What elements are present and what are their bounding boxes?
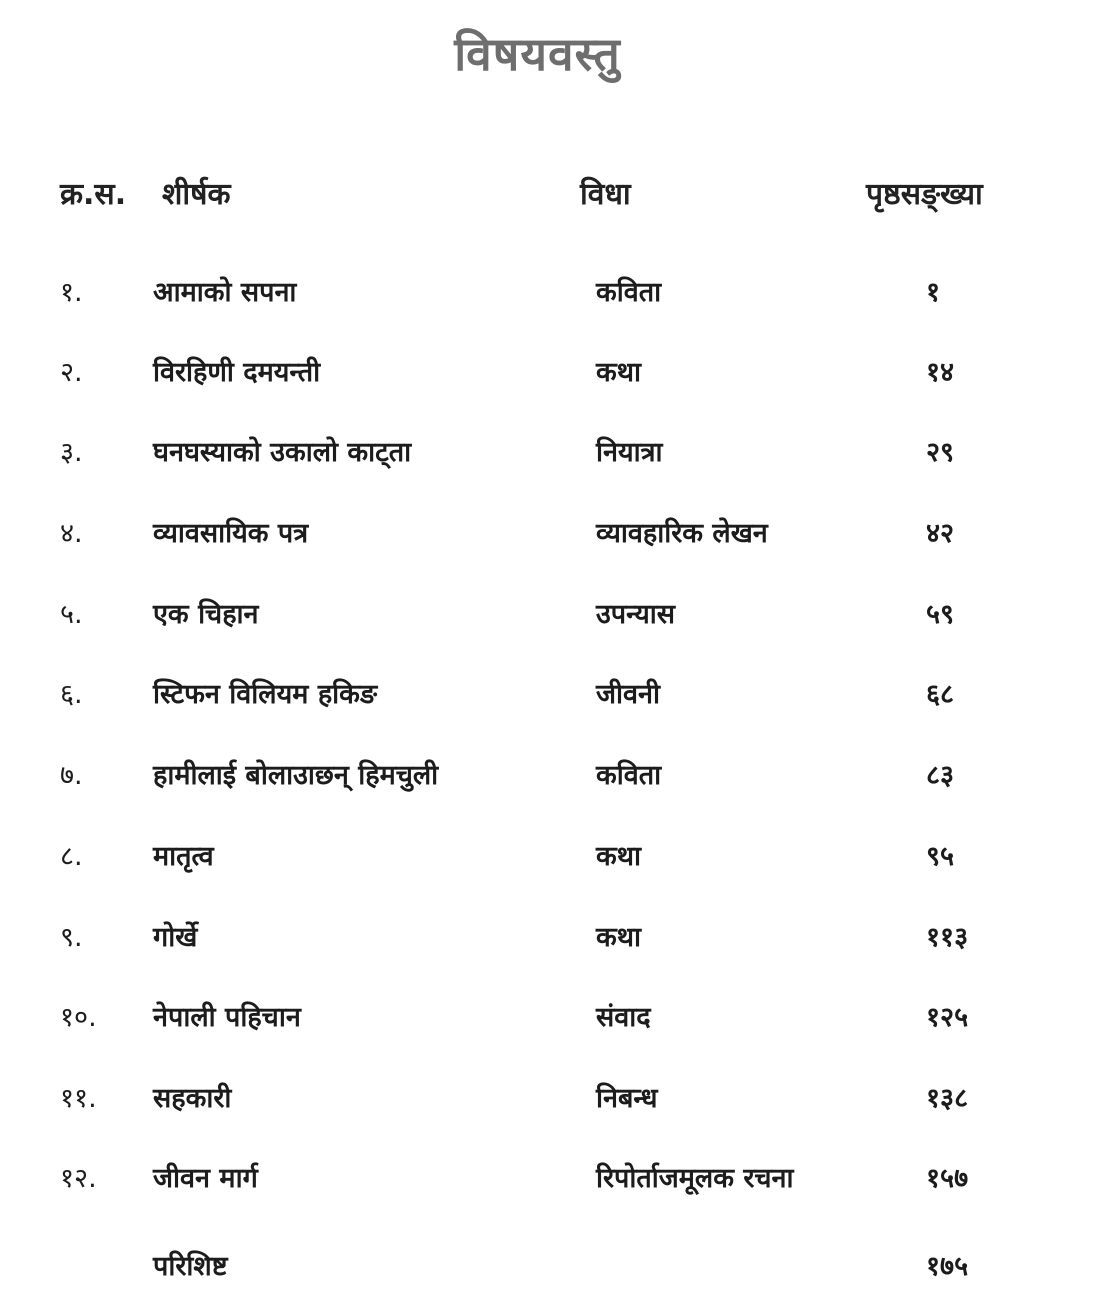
row-genre: कविता bbox=[596, 760, 662, 791]
header-genre: विधा bbox=[580, 177, 631, 212]
table-row bbox=[0, 432, 1095, 472]
row-page: १ bbox=[926, 277, 941, 308]
row-page: ८३ bbox=[926, 760, 955, 791]
row-title: हामीलाई बोलाउाछन् हिमचुली bbox=[153, 760, 439, 791]
row-title: मातृत्व bbox=[153, 841, 214, 872]
row-page: १७५ bbox=[926, 1251, 969, 1282]
row-page: १५७ bbox=[926, 1163, 969, 1194]
row-genre: कविता bbox=[596, 277, 662, 308]
row-title: घनघस्याको उकालो काट्ता bbox=[153, 437, 412, 468]
row-genre: कथा bbox=[596, 357, 641, 388]
row-number: ११. bbox=[60, 1083, 97, 1114]
row-genre: रिपोर्ताजमूलक रचना bbox=[596, 1163, 794, 1194]
table-row bbox=[0, 917, 1095, 957]
row-title: स्टिफन विलियम हकिङ bbox=[153, 679, 378, 710]
table-row bbox=[0, 1158, 1095, 1198]
row-title: आमाको सपना bbox=[153, 277, 297, 308]
table-row bbox=[0, 674, 1095, 714]
table-row bbox=[0, 755, 1095, 795]
table-row bbox=[0, 1246, 1095, 1286]
row-title: गोर्खे bbox=[153, 922, 198, 953]
row-genre: संवाद bbox=[596, 1002, 651, 1033]
table-row bbox=[0, 352, 1095, 392]
table-row bbox=[0, 997, 1095, 1037]
header-title: शीर्षक bbox=[162, 177, 231, 212]
row-title: जीवन मार्ग bbox=[153, 1163, 258, 1194]
row-genre: कथा bbox=[596, 841, 641, 872]
row-number: ५. bbox=[60, 599, 83, 630]
row-title: विरहिणी दमयन्ती bbox=[153, 357, 321, 388]
row-number: ६. bbox=[60, 679, 83, 710]
row-number: १०. bbox=[60, 1002, 97, 1033]
row-genre: जीवनी bbox=[596, 679, 661, 710]
row-number: ७. bbox=[60, 760, 83, 791]
row-number: ९. bbox=[60, 922, 83, 953]
row-genre: व्यावहारिक लेखन bbox=[596, 518, 768, 549]
row-number: २. bbox=[60, 357, 83, 388]
row-genre: कथा bbox=[596, 922, 641, 953]
table-row bbox=[0, 594, 1095, 634]
header-serial: क्र.स. bbox=[60, 177, 127, 212]
row-number: ८. bbox=[60, 841, 83, 872]
row-number: ३. bbox=[60, 437, 83, 468]
header-page: पृष्ठसङ्ख्या bbox=[866, 177, 983, 212]
row-page: १२५ bbox=[926, 1002, 969, 1033]
row-title: परिशिष्ट bbox=[153, 1251, 228, 1282]
row-genre: निबन्ध bbox=[596, 1083, 658, 1114]
row-page: ९५ bbox=[926, 841, 955, 872]
table-row bbox=[0, 1078, 1095, 1118]
row-genre: उपन्यास bbox=[596, 599, 676, 630]
row-page: १३८ bbox=[926, 1083, 969, 1114]
row-title: सहकारी bbox=[153, 1083, 232, 1114]
row-number: १. bbox=[60, 277, 83, 308]
row-page: २९ bbox=[926, 437, 955, 468]
row-page: ६८ bbox=[926, 679, 955, 710]
row-page: ४२ bbox=[926, 518, 955, 549]
row-page: ११३ bbox=[926, 922, 969, 953]
table-row bbox=[0, 513, 1095, 553]
row-page: ५९ bbox=[926, 599, 955, 630]
table-row bbox=[0, 836, 1095, 876]
table-row bbox=[0, 272, 1095, 312]
row-page: १४ bbox=[926, 357, 955, 388]
row-title: व्यावसायिक पत्र bbox=[153, 518, 309, 549]
row-number: १२. bbox=[60, 1163, 97, 1194]
row-title: नेपाली पहिचान bbox=[153, 1002, 301, 1033]
row-number: ४. bbox=[60, 518, 83, 549]
row-genre: नियात्रा bbox=[596, 437, 663, 468]
page-title: विषयवस्तु bbox=[454, 27, 621, 81]
row-title: एक चिहान bbox=[153, 599, 259, 630]
